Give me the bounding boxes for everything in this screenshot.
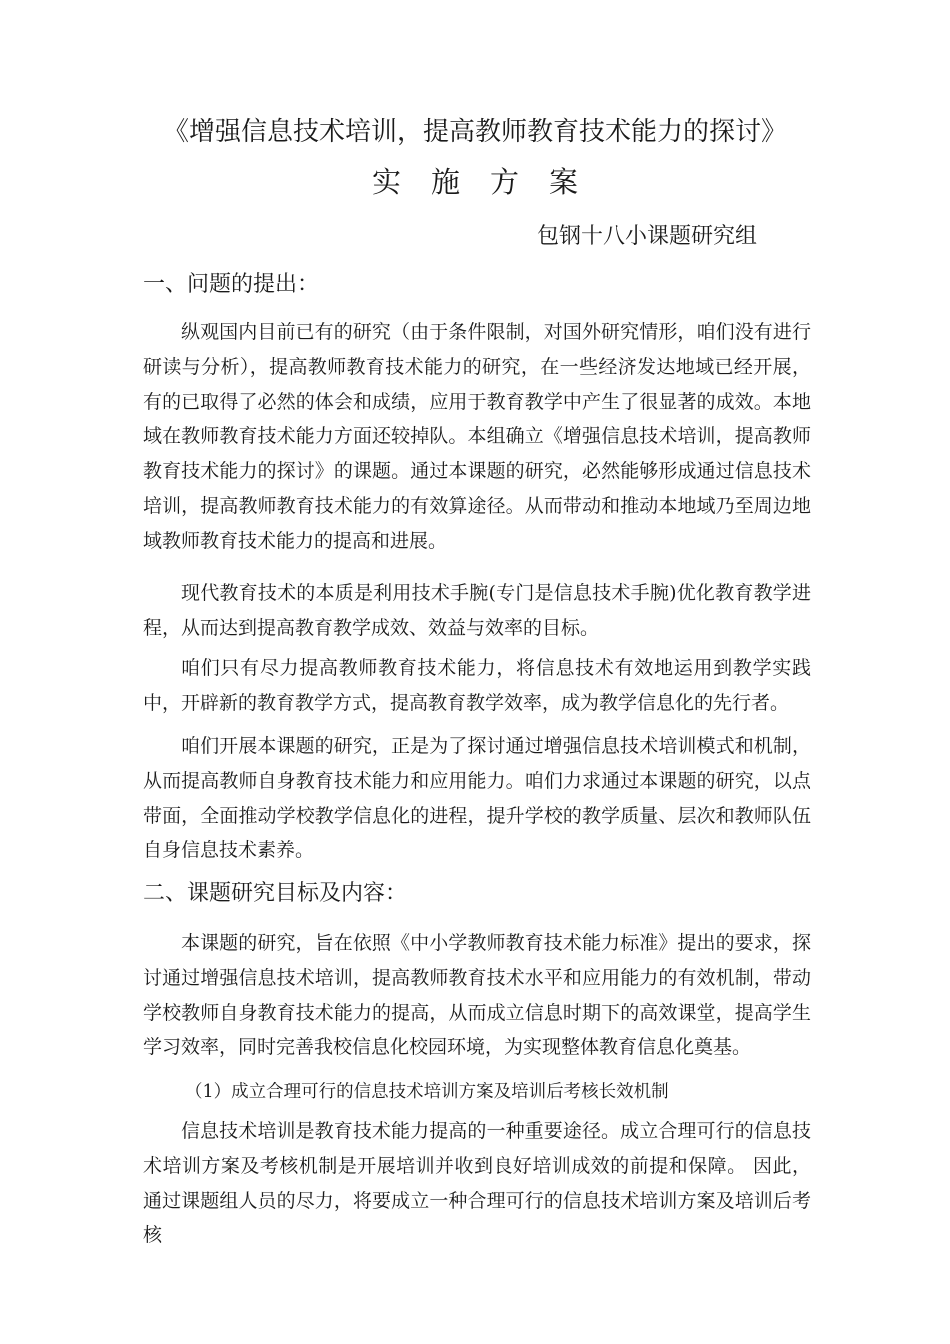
paragraph: 现代教育技术的本质是利用技术手腕(专门是信息技术手腕)优化教育教学进程，从而达到提高教育教学成效、效益与效率的目标。	[143, 582, 811, 639]
document-author: 包钢十八小课题研究组	[537, 224, 758, 249]
sub-item-heading: （1）成立合理可行的信息技术培训方案及培训后考核长效机制	[185, 1082, 669, 1102]
section-heading-goals: 二、课题研究目标及内容：	[143, 881, 408, 906]
paragraph: 咱们只有尽力提高教师教育技术能力，将信息技术有效地运用到教学实践中，开辟新的教育教学方式，提高教育教学效率，成为教学信息化的先行者。	[143, 657, 811, 714]
document-title: 《增强信息技术培训，提高教师教育技术能力的探讨》	[162, 117, 787, 147]
paragraph: 纵观国内目前已有的研究（由于条件限制，对国外研究情形，咱们没有进行研读与分析），提高教师教育技术能力的研究，在一些经济发达地域已经开展，有的已取得了必然的体会和成绩，应用于教育教学中产生了很显著的成效。本地域在教师教育技术能力方面还较掉队。本组确立《增强信息技术培训，提高教师教育技术能力的探讨》的课题。通过本课题的研究，必然能够形成通过信息技术培训，提高教师教育技术能力的有效算途径。从而带动和推动本地域乃至周边地域教师教育技术能力的提高和进展。	[143, 321, 811, 552]
document-subtitle: 实施方案	[371, 165, 608, 199]
paragraph: 信息技术培训是教育技术能力提高的一种重要途径。成立合理可行的信息技术培训方案及考核机制是开展培训并收到良好培训成效的前提和保障。 因此，通过课题组人员的尽力，将要成立一种合理可行的信息技术培训方案及培训后考核	[143, 1120, 811, 1247]
paragraph: 本课题的研究，旨在依照《中小学教师教育技术能力标准》提出的要求，探讨通过增强信息技术培训，提高教师教育技术水平和应用能力的有效机制，带动学校教师自身教育技术能力的提高，从而成立信息时期下的高效课堂，提高学生学习效率，同时完善我校信息化校园环境，为实现整体教育信息化奠基。	[143, 932, 811, 1059]
section-heading-problem: 一、问题的提出：	[143, 272, 320, 297]
paragraph: 咱们开展本课题的研究，正是为了探讨通过增强信息技术培训模式和机制，从而提高教师自身教育技术能力和应用能力。咱们力求通过本课题的研究，以点带面，全面推动学校教学信息化的进程，提升学校的教学质量、层次和教师队伍自身信息技术素养。	[143, 735, 811, 862]
